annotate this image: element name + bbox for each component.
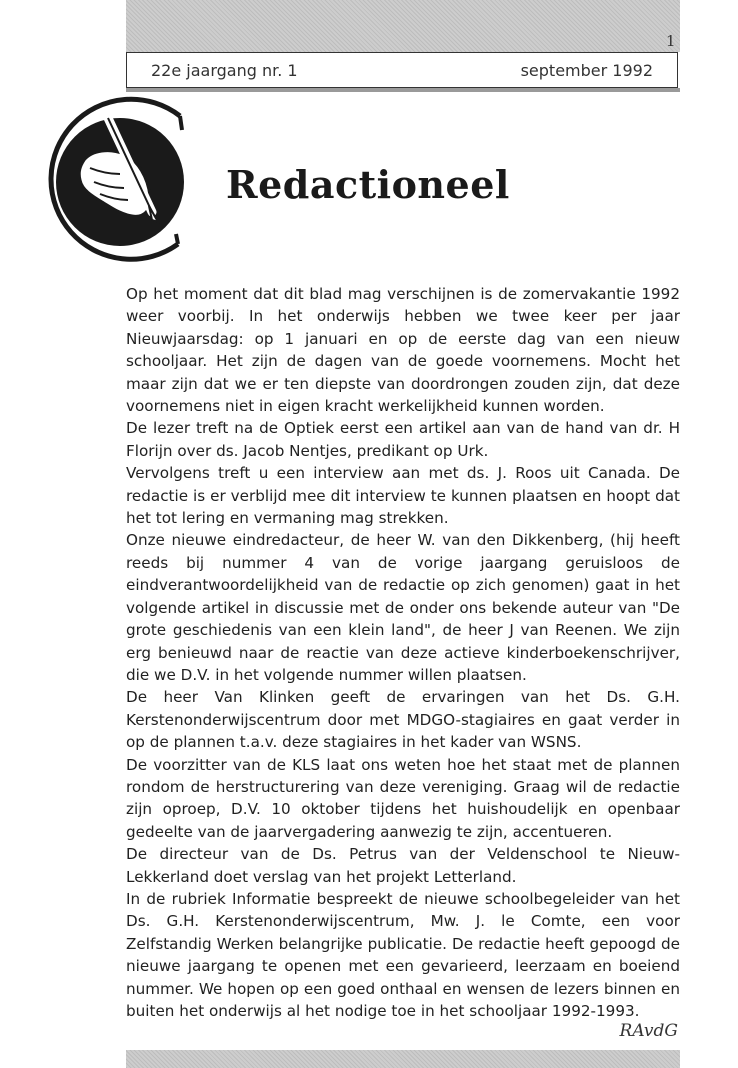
paragraph: De lezer treft na de Optiek eerst een artikel aan van de hand van dr. H Florijn over ds. Jacob Nentjes, predikant op Urk. <box>126 419 680 460</box>
paragraph: Vervolgens treft u een interview aan met ds. J. Roos uit Canada. De redactie is er verblijd mee dit interview te kunnen plaatsen en hoopt dat het tot lering en vermaning mag strekken. <box>126 464 680 528</box>
issue-date: september 1992 <box>520 61 653 80</box>
header-divider <box>126 88 680 92</box>
page-title: Redactioneel <box>226 162 510 207</box>
bottom-shaded-band <box>126 1050 680 1068</box>
author-signature: RAvdG <box>619 1021 678 1041</box>
paragraph: Op het moment dat dit blad mag verschijnen is de zomervakantie 1992 weer voorbij. In het onderwijs hebben we twee keer per jaar Nieuwjaarsdag: op 1 januari en op de eerste dag van een nieuw schooljaar. Het zijn de dagen van de goede voornemens. Mocht het maar zijn dat we er ten diepste van doordrongen zouden zijn, dat deze voornemens niet in eigen kracht werkelijkheid kunnen worden. <box>126 285 680 416</box>
top-shaded-band <box>126 0 680 52</box>
issue-header <box>126 52 678 88</box>
paragraph: In de rubriek Informatie bespreekt de nieuwe schoolbegeleider van het Ds. G.H. Kerstenonderwijscentrum, Mw. J. le Comte, een voor Zelfstandig Werken belangrijke publicatie. De redactie heeft gepoogd de nieuwe jaargang te openen met een gevarieerd, leerzaam en boeiend nummer. We hopen op een goed onthaal en wensen de lezers binnen en buiten het onderwijs al het nodige toe in het schooljaar 1992-1993. <box>126 889 680 1020</box>
paragraph: De directeur van de Ds. Petrus van der Veldenschool te Nieuw-Lekkerland doet verslag van het projekt Letterland. <box>126 845 680 886</box>
paragraph: Onze nieuwe eindredacteur, de heer W. van den Dikkenberg, (hij heeft reeds bij nummer 4 van de vorige jaargang geruisloos de eindverantwoordelijkheid van de redactie op zich genomen) gaat in het volgende artikel in discussie met de onder ons bekende auteur van "De grote geschiedenis van een klein land", de heer J van Reenen. We zijn erg benieuwd naar de reactie van deze actieve kinderboekenschrijver, die we D.V. in het volgende nummer willen plaatsen. <box>126 531 680 684</box>
page-number: 1 <box>666 32 676 50</box>
paragraph: De voorzitter van de KLS laat ons weten hoe het staat met de plannen rondom de herstructurering van deze vereniging. Graag wil de redactie zijn oproep, D.V. 10 oktober tijdens het huishoudelijk en openbaar gedeelte van de jaarvergadering aanwezig te zijn, accentueren. <box>126 755 680 841</box>
paragraph: De heer Van Klinken geeft de ervaringen van het Ds. G.H. Kerstenonderwijscentrum door met MDGO-stagiaires en gaat verder in op de plannen t.a.v. deze stagiaires in het kader van WSNS. <box>126 688 680 752</box>
issue-label: 22e jaargang nr. 1 <box>151 61 298 80</box>
article-body <box>126 283 680 1022</box>
hand-writing-pen-icon <box>28 94 196 264</box>
